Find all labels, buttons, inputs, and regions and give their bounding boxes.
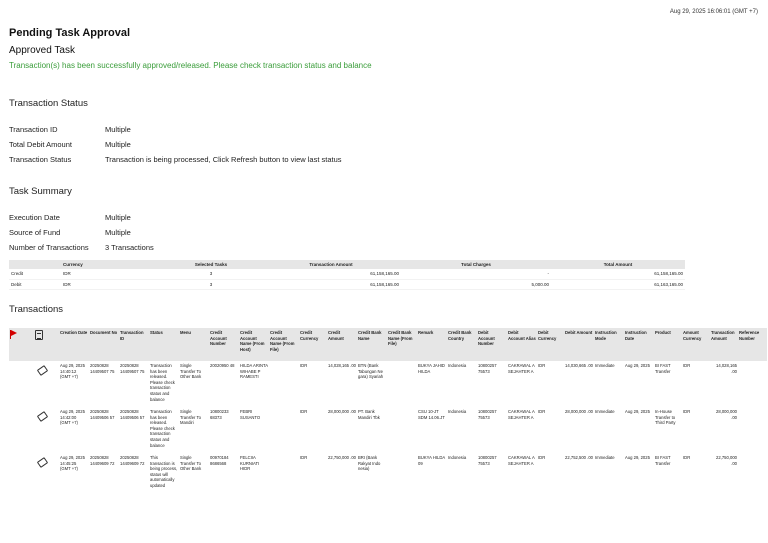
row-detail-cell[interactable] xyxy=(34,407,59,453)
table-row xyxy=(9,407,767,453)
summary-row-credit xyxy=(9,269,685,279)
header-transaction-id: Transaction ID xyxy=(119,328,149,361)
execution-date-label: Execution Date xyxy=(9,213,60,222)
table-cell: 28,000,000 .00 xyxy=(716,409,737,420)
table-cell: FELCIIA KURNIATI HIDR xyxy=(240,455,260,472)
table-cell: IDR xyxy=(300,363,308,368)
table-cell: Immediate xyxy=(595,363,615,368)
summary-header-currency: Currency xyxy=(61,260,161,269)
header-product: Product xyxy=(654,328,682,361)
table-cell xyxy=(387,407,417,453)
task-summary-table xyxy=(9,260,685,290)
summary-header-type xyxy=(9,260,61,269)
table-cell: IDR xyxy=(538,409,546,414)
table-cell: Single Transfer To Mandiri xyxy=(180,409,201,426)
summary-header-total-charges: Total Charges xyxy=(401,260,551,269)
row-spacer xyxy=(9,361,34,407)
row-spacer xyxy=(9,407,34,453)
table-cell: BI FAST Transfer xyxy=(655,455,671,466)
row-detail-cell[interactable] xyxy=(34,453,59,499)
table-cell: CAKRAWAL A SEJAHTER A xyxy=(508,363,535,374)
table-cell: Transaction has been released. Please check transaction status and balance xyxy=(150,363,175,402)
table-cell: 10800257 75573 xyxy=(478,363,497,374)
table-cell: PT. Bank Mandiri Tbk xyxy=(358,409,380,420)
summary-cell: 3 xyxy=(161,279,261,289)
header-instruction-mode: Instruction Mode xyxy=(594,328,624,361)
summary-cell: IDR xyxy=(61,279,161,289)
header-remark: Remark xyxy=(417,328,447,361)
transactions-title: Transactions xyxy=(9,304,64,315)
table-cell: Single Transfer To Other Bank xyxy=(180,363,202,380)
document-header[interactable] xyxy=(34,328,59,361)
table-cell: 20250828 14409507 75 xyxy=(90,363,115,374)
table-cell: Transaction has been released. Please check transaction status and balance xyxy=(150,409,175,448)
table-cell: BTN (Bank Tabungan Ne gara) Syariah xyxy=(358,363,384,380)
table-cell: 22,750,000 .00 xyxy=(328,455,356,460)
header-credit-bank-name: Credit Bank Name xyxy=(357,328,387,361)
table-cell: 00970184 8686568 xyxy=(210,455,229,466)
table-cell: IDR xyxy=(300,455,308,460)
table-cell: 28,000,000 .00 xyxy=(328,409,356,414)
table-cell: 10800257 75573 xyxy=(478,409,497,420)
flag-icon[interactable] xyxy=(10,330,17,338)
source-of-fund-label: Source of Fund xyxy=(9,228,61,237)
row-spacer xyxy=(9,453,34,499)
table-cell xyxy=(738,361,767,407)
table-cell: BI FAST Transfer xyxy=(655,363,671,374)
table-cell: CSU 10-JT SDM 14.06.JT xyxy=(418,409,445,420)
table-cell: Aug 29, 2025 xyxy=(625,455,650,460)
table-cell: BUKYA HILDA 09 xyxy=(418,455,445,466)
transaction-id-row xyxy=(9,125,131,134)
table-cell: Aug 29, 2025 14:42:00 (GMT +7) xyxy=(60,409,85,426)
table-cell: BRI (Bank Rakyat Indo nesia) xyxy=(358,455,381,472)
table-cell xyxy=(269,453,299,499)
header-amount-currency: Amount Currency xyxy=(682,328,710,361)
summary-cell: Debit xyxy=(9,279,61,289)
table-cell: 22,750,000 .00 xyxy=(716,455,737,466)
table-cell: 20250828 14409506 57 xyxy=(120,409,145,420)
table-cell xyxy=(269,407,299,453)
total-debit-row xyxy=(9,140,131,149)
summary-cell: 61,158,165.00 xyxy=(551,269,685,279)
document-icon[interactable] xyxy=(35,330,43,340)
total-debit-label: Total Debit Amount xyxy=(9,140,72,149)
table-cell: HILDA ARINTA WIHABE P RAMESTI xyxy=(240,363,268,380)
header-debit-amount: Debit Amount xyxy=(564,328,594,361)
tag-icon[interactable] xyxy=(37,457,48,468)
table-cell: 14,028,165 .00 xyxy=(328,363,356,368)
table-cell: 28,000,000 .00 xyxy=(565,409,593,414)
table-row xyxy=(9,361,767,407)
header-document-no: Document No xyxy=(89,328,119,361)
header-debit-account-number: Debit Account Number xyxy=(477,328,507,361)
page-subtitle: Approved Task xyxy=(9,45,75,56)
flag-header[interactable] xyxy=(9,328,34,361)
source-of-fund-value: Multiple xyxy=(105,228,131,237)
header-credit-bank-name-file: Credit Bank Name (From File) xyxy=(387,328,417,361)
table-cell: Aug 29, 2025 xyxy=(625,409,650,414)
page-title: Pending Task Approval xyxy=(9,27,131,39)
summary-cell: 61,158,165.00 xyxy=(261,269,401,279)
table-cell xyxy=(387,453,417,499)
table-cell: Immediate xyxy=(595,409,615,414)
summary-cell: IDR xyxy=(61,269,161,279)
transactions-table xyxy=(9,328,767,499)
summary-cell: 5,000.00 xyxy=(401,279,551,289)
summary-header-row xyxy=(9,260,685,269)
table-cell: Aug 29, 2025 14:40:12 (GMT +7) xyxy=(60,363,85,380)
number-of-transactions-label: Number of Transactions xyxy=(9,243,89,252)
transaction-status-title: Transaction Status xyxy=(9,98,88,109)
table-cell: 20250828 14409609 72 xyxy=(90,455,115,466)
table-cell: 20020950 48 xyxy=(210,363,235,368)
header-timestamp: Aug 29, 2025 16:06:01 (GMT +7) xyxy=(669,9,758,15)
transaction-id-value: Multiple xyxy=(105,125,131,134)
success-message: Transaction(s) has been successfully approved/released. Please check transaction status and balance xyxy=(9,61,372,70)
table-cell: Aug 29, 2025 xyxy=(625,363,650,368)
total-debit-value: Multiple xyxy=(105,140,131,149)
header-credit-bank-country: Credit Bank Country xyxy=(447,328,477,361)
number-of-transactions-value: 3 Transactions xyxy=(105,243,154,252)
table-cell: In-House Transfer to Third Party xyxy=(655,409,676,426)
table-cell: 20250828 14409507 75 xyxy=(120,363,145,374)
header-creation-date: Creation Date xyxy=(59,328,89,361)
transaction-id-label: Transaction ID xyxy=(9,125,58,134)
table-cell: IDR xyxy=(683,409,691,414)
summary-cell: 3 xyxy=(161,269,261,279)
header-credit-account-number: Credit Account Number xyxy=(209,328,239,361)
table-cell: Aug 29, 2025 14:45:25 (GMT +7) xyxy=(60,455,85,472)
table-cell: IDR xyxy=(683,455,691,460)
table-cell: Single Transfer To Other Bank xyxy=(180,455,202,472)
summary-row-debit xyxy=(9,279,685,289)
table-cell: IDR xyxy=(300,409,308,414)
table-cell: IDR xyxy=(538,455,546,460)
table-cell: Indonesia xyxy=(448,409,467,414)
transaction-status-label: Transaction Status xyxy=(9,155,72,164)
header-instruction-date: Instruction Date xyxy=(624,328,654,361)
table-cell: IDR xyxy=(683,363,691,368)
table-cell: Indonesia xyxy=(448,363,467,368)
table-cell: Immediate xyxy=(595,455,615,460)
header-status: Status xyxy=(149,328,179,361)
table-cell: 10800233 68373 xyxy=(210,409,229,420)
header-credit-currency: Credit Currency xyxy=(299,328,327,361)
transactions-header-row xyxy=(9,328,767,361)
table-cell: 20250828 14409506 57 xyxy=(90,409,115,420)
header-reference-number: Reference Number xyxy=(738,328,767,361)
summary-cell: 61,158,165.00 xyxy=(261,279,401,289)
header-credit-amount: Credit Amount xyxy=(327,328,357,361)
summary-cell: 61,163,165.00 xyxy=(551,279,685,289)
header-credit-account-name-host: Credit Account Name (From Host) xyxy=(239,328,269,361)
header-debit-account-alias: Debit Account Alias xyxy=(507,328,537,361)
table-cell: 14,028,165 .00 xyxy=(716,363,737,374)
header-credit-account-name-file: Credit Account Name (From File) xyxy=(269,328,299,361)
transaction-status-value: Transaction is being processed, Click Refresh button to view last status xyxy=(105,155,342,164)
summary-header-selected: Selected Tasks xyxy=(161,260,261,269)
table-cell: Indonesia xyxy=(448,455,467,460)
table-cell xyxy=(269,361,299,407)
table-cell: 14,030,665 .00 xyxy=(565,363,593,368)
table-cell: CAKRAWAL A SEJAHTER A xyxy=(508,455,535,466)
summary-cell: Credit xyxy=(9,269,61,279)
table-cell xyxy=(738,453,767,499)
table-cell: CAKRAWAL A SEJAHTER A xyxy=(508,409,535,420)
execution-date-row xyxy=(9,213,131,222)
table-cell: FEBRI SUSANTO xyxy=(240,409,261,420)
row-detail-cell[interactable] xyxy=(34,361,59,407)
summary-header-total-amount: Total Amount xyxy=(551,260,685,269)
table-cell: BUKYA JAHID HILDA xyxy=(418,363,445,374)
number-of-transactions-row xyxy=(9,243,154,252)
task-summary-title: Task Summary xyxy=(9,186,72,197)
table-cell: 22,752,500 .00 xyxy=(565,455,593,460)
summary-cell: - xyxy=(401,269,551,279)
table-cell: This transaction is being process, status will automatically updated xyxy=(150,455,178,488)
table-cell xyxy=(387,361,417,407)
header-debit-currency: Debit Currency xyxy=(537,328,564,361)
table-row xyxy=(9,453,767,499)
summary-header-transaction-amount: Transaction Amount xyxy=(261,260,401,269)
header-menu: Menu xyxy=(179,328,209,361)
tag-icon[interactable] xyxy=(37,411,48,422)
header-transaction-amount: Transaction Amount xyxy=(710,328,738,361)
table-cell xyxy=(738,407,767,453)
table-cell: IDR xyxy=(538,363,546,368)
table-cell: 20250828 14409609 72 xyxy=(120,455,145,466)
execution-date-value: Multiple xyxy=(105,213,131,222)
source-of-fund-row xyxy=(9,228,131,237)
tag-icon[interactable] xyxy=(37,365,48,376)
transaction-status-row xyxy=(9,155,342,164)
table-cell: 10800257 75573 xyxy=(478,455,497,466)
